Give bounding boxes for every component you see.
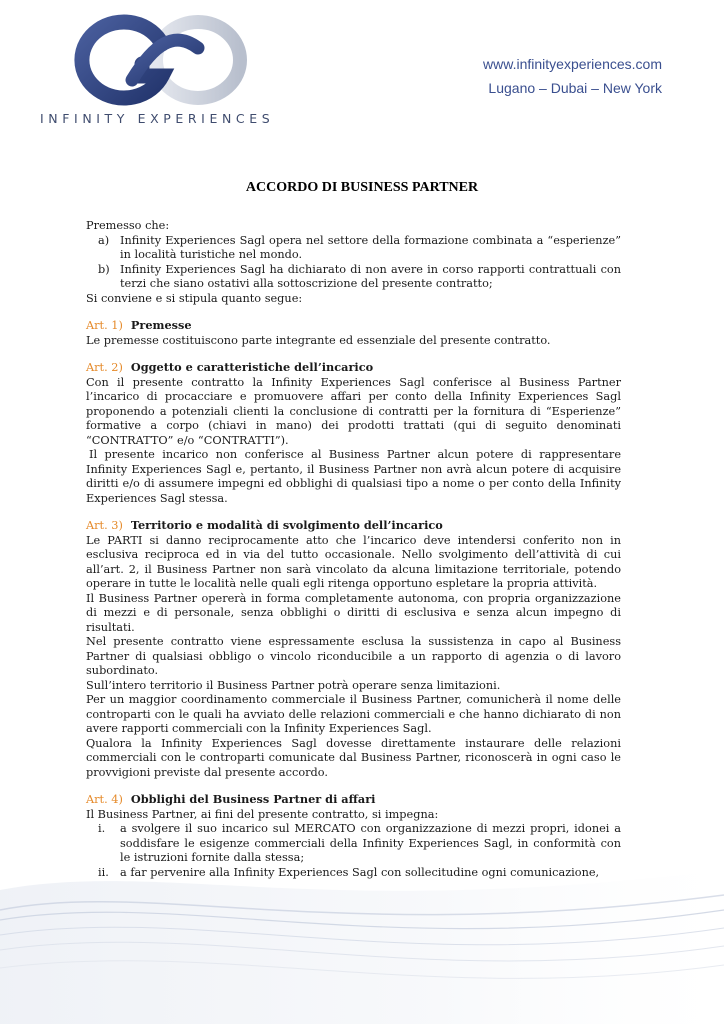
website-link[interactable]: www.infinityexperiences.com — [483, 56, 662, 72]
article-paragraph: Sull’intero territorio il Business Partner potrà operare senza limitazioni. — [86, 678, 501, 692]
document-title: ACCORDO DI BUSINESS PARTNER — [245, 180, 479, 195]
decorative-wave — [0, 850, 724, 1024]
article-paragraph: Nel presente contratto viene espressamente esclusa la sussistenza in capo al Business Partner di qualsiasi obbligo o vincolo riconducibile a un rapporto di agenzia o di lavoro subordinato. — [86, 635, 621, 677]
article-paragraph: Il presente incarico non conferisce al Business Partner alcun potere di rappresentare Infinity Experiences Sagl e, pertanto, il Business Partner non avrà alcun potere di acquisire diritti e/o di assumere impegni ed obblighi di qualsiasi tipo a nome o per conto della Infinity Experiences Sagl stessa. — [86, 448, 621, 505]
list-item: a) Infinity Experiences Sagl opera nel settore della formazione combinata a “esperienze” in località turistiche nel mondo. — [98, 233, 621, 261]
article-paragraph: Con il presente contratto la Infinity Experiences Sagl conferisce al Business Partner l’incarico di procacciare e promuovere affari per conto della Infinity Experiences Sagl proponendo a potenziali clienti la conclusione di contratti per la fornitura di “Esperienze” formative a corpo (chiavi in mano) dei prodotti trattati (qui di seguito denominati “CONTRATTO” e/o “CONTRATTI”). — [86, 375, 621, 447]
article-paragraph: Il Business Partner, ai fini del presente contratto, si impegna: — [86, 807, 439, 821]
intro-line: Premesso che: — [86, 219, 170, 232]
article-heading: Art. 3) Territorio e modalità di svolgimento dell’incarico — [86, 518, 443, 532]
locations-text: Lugano – Dubai – New York — [488, 80, 662, 96]
article-paragraph: Le premesse costituiscono parte integrante ed essenziale del presente contratto. — [86, 333, 551, 347]
infinity-logo-icon — [70, 14, 248, 110]
header-contact — [483, 52, 662, 100]
article-paragraph: Il Business Partner opererà in forma completamente autonoma, con propria organizzazione di mezzi e di personale, senza obblighi o diritti di esclusiva e senza alcun impegno di risultati. — [86, 591, 621, 634]
logo-wordmark: INFINITY EXPERIENCES — [40, 111, 275, 126]
article-heading: Art. 2) Oggetto e caratteristiche dell’incarico — [86, 360, 374, 374]
premises-list — [86, 234, 621, 292]
article-paragraph: Qualora la Infinity Experiences Sagl dovesse direttamente instaurare delle relazioni commerciali con le controparti comunicate dal Business Partner, riconoscerà in ogni caso le provvigioni previste dal presente accordo. — [86, 736, 621, 779]
article-heading: Art. 1) Premesse — [86, 318, 192, 332]
document-body — [86, 219, 621, 880]
article-paragraph: Le PARTI si danno reciprocamente atto che l’incarico deve intendersi conferito non in esclusiva reciproca ed in via del tutto occasionale. Nello svolgimento dell’attività di cui all’art. 2, il Business Partner non sarà vincolato da alcuna limitazione territoriale, potendo operare in tutte le località nelle quali egli ritenga opportuno espletare la propria attività. — [86, 533, 621, 590]
list-item: b) Infinity Experiences Sagl ha dichiarato di non avere in corso rapporti contrattuali con terzi che siano ostativi alla sottoscrizione del presente contratto; — [98, 262, 621, 290]
company-logo — [36, 14, 276, 126]
list-item: i. a svolgere il suo incarico sul MERCATO con organizzazione di mezzi propri, idonei a soddisfare le esigenze commerciali della Infinity Experiences Sagl, in conformità con le istruzioni fornite dalla stessa; — [98, 822, 621, 864]
list-item: ii. a far pervenire alla Infinity Experiences Sagl con sollecitudine ogni comunicazione, — [98, 865, 600, 879]
article-paragraph: Per un maggior coordinamento commerciale il Business Partner, comunicherà il nome delle controparti con le quali ha avviato delle relazioni commerciali e che hanno dichiarato di non avere rapporti commerciali con la Infinity Experiences Sagl. — [86, 693, 621, 735]
agreement-line: Si conviene e si stipula quanto segue: — [86, 291, 303, 305]
article-heading: Art. 4) Obblighi del Business Partner di affari — [86, 792, 376, 806]
